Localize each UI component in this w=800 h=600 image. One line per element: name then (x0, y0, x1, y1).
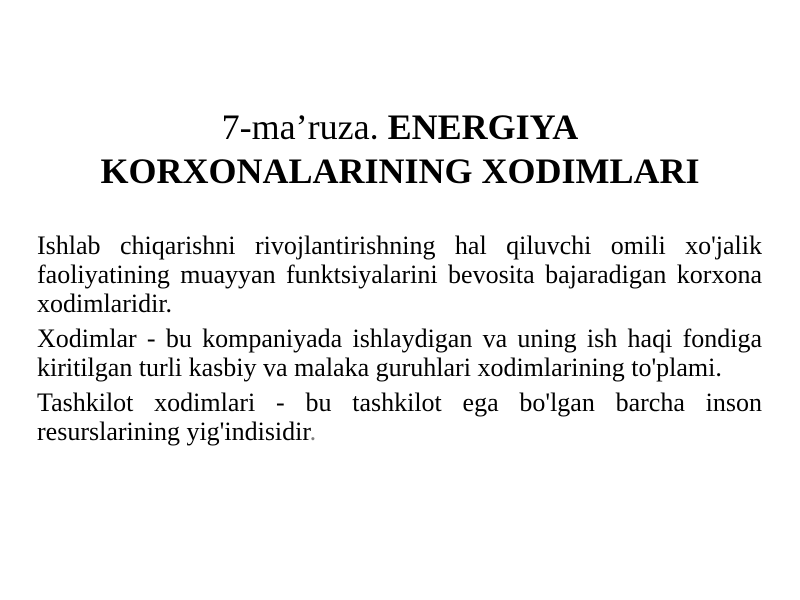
paragraph-3-period: . (309, 417, 317, 446)
title-lecture-number: 7-ma’ruza. (221, 107, 388, 147)
paragraph-3 (37, 388, 762, 446)
slide-title (40, 105, 760, 193)
title-topic: ENERGIYA KORXONALARINING XODIMLARI (100, 107, 700, 191)
paragraph-1: Ishlab chiqarishni rivojlantirishning hal qiluvchi omili xo'jalik faoliyatining muayyan funktsiyalarini bevosita bajaradigan korxona xodimlaridir. (37, 231, 762, 318)
paragraph-2: Xodimlar - bu kompaniyada ishlaydigan va uning ish haqi fondiga kiritilgan turli kasbiy va malaka guruhlari xodimlarining to'plami. (37, 324, 762, 382)
slide-body (37, 231, 762, 452)
paragraph-3-text: Tashkilot xodimlari - bu tashkilot ega bo'lgan barcha inson resurslarining yig'indisidir (37, 388, 762, 446)
